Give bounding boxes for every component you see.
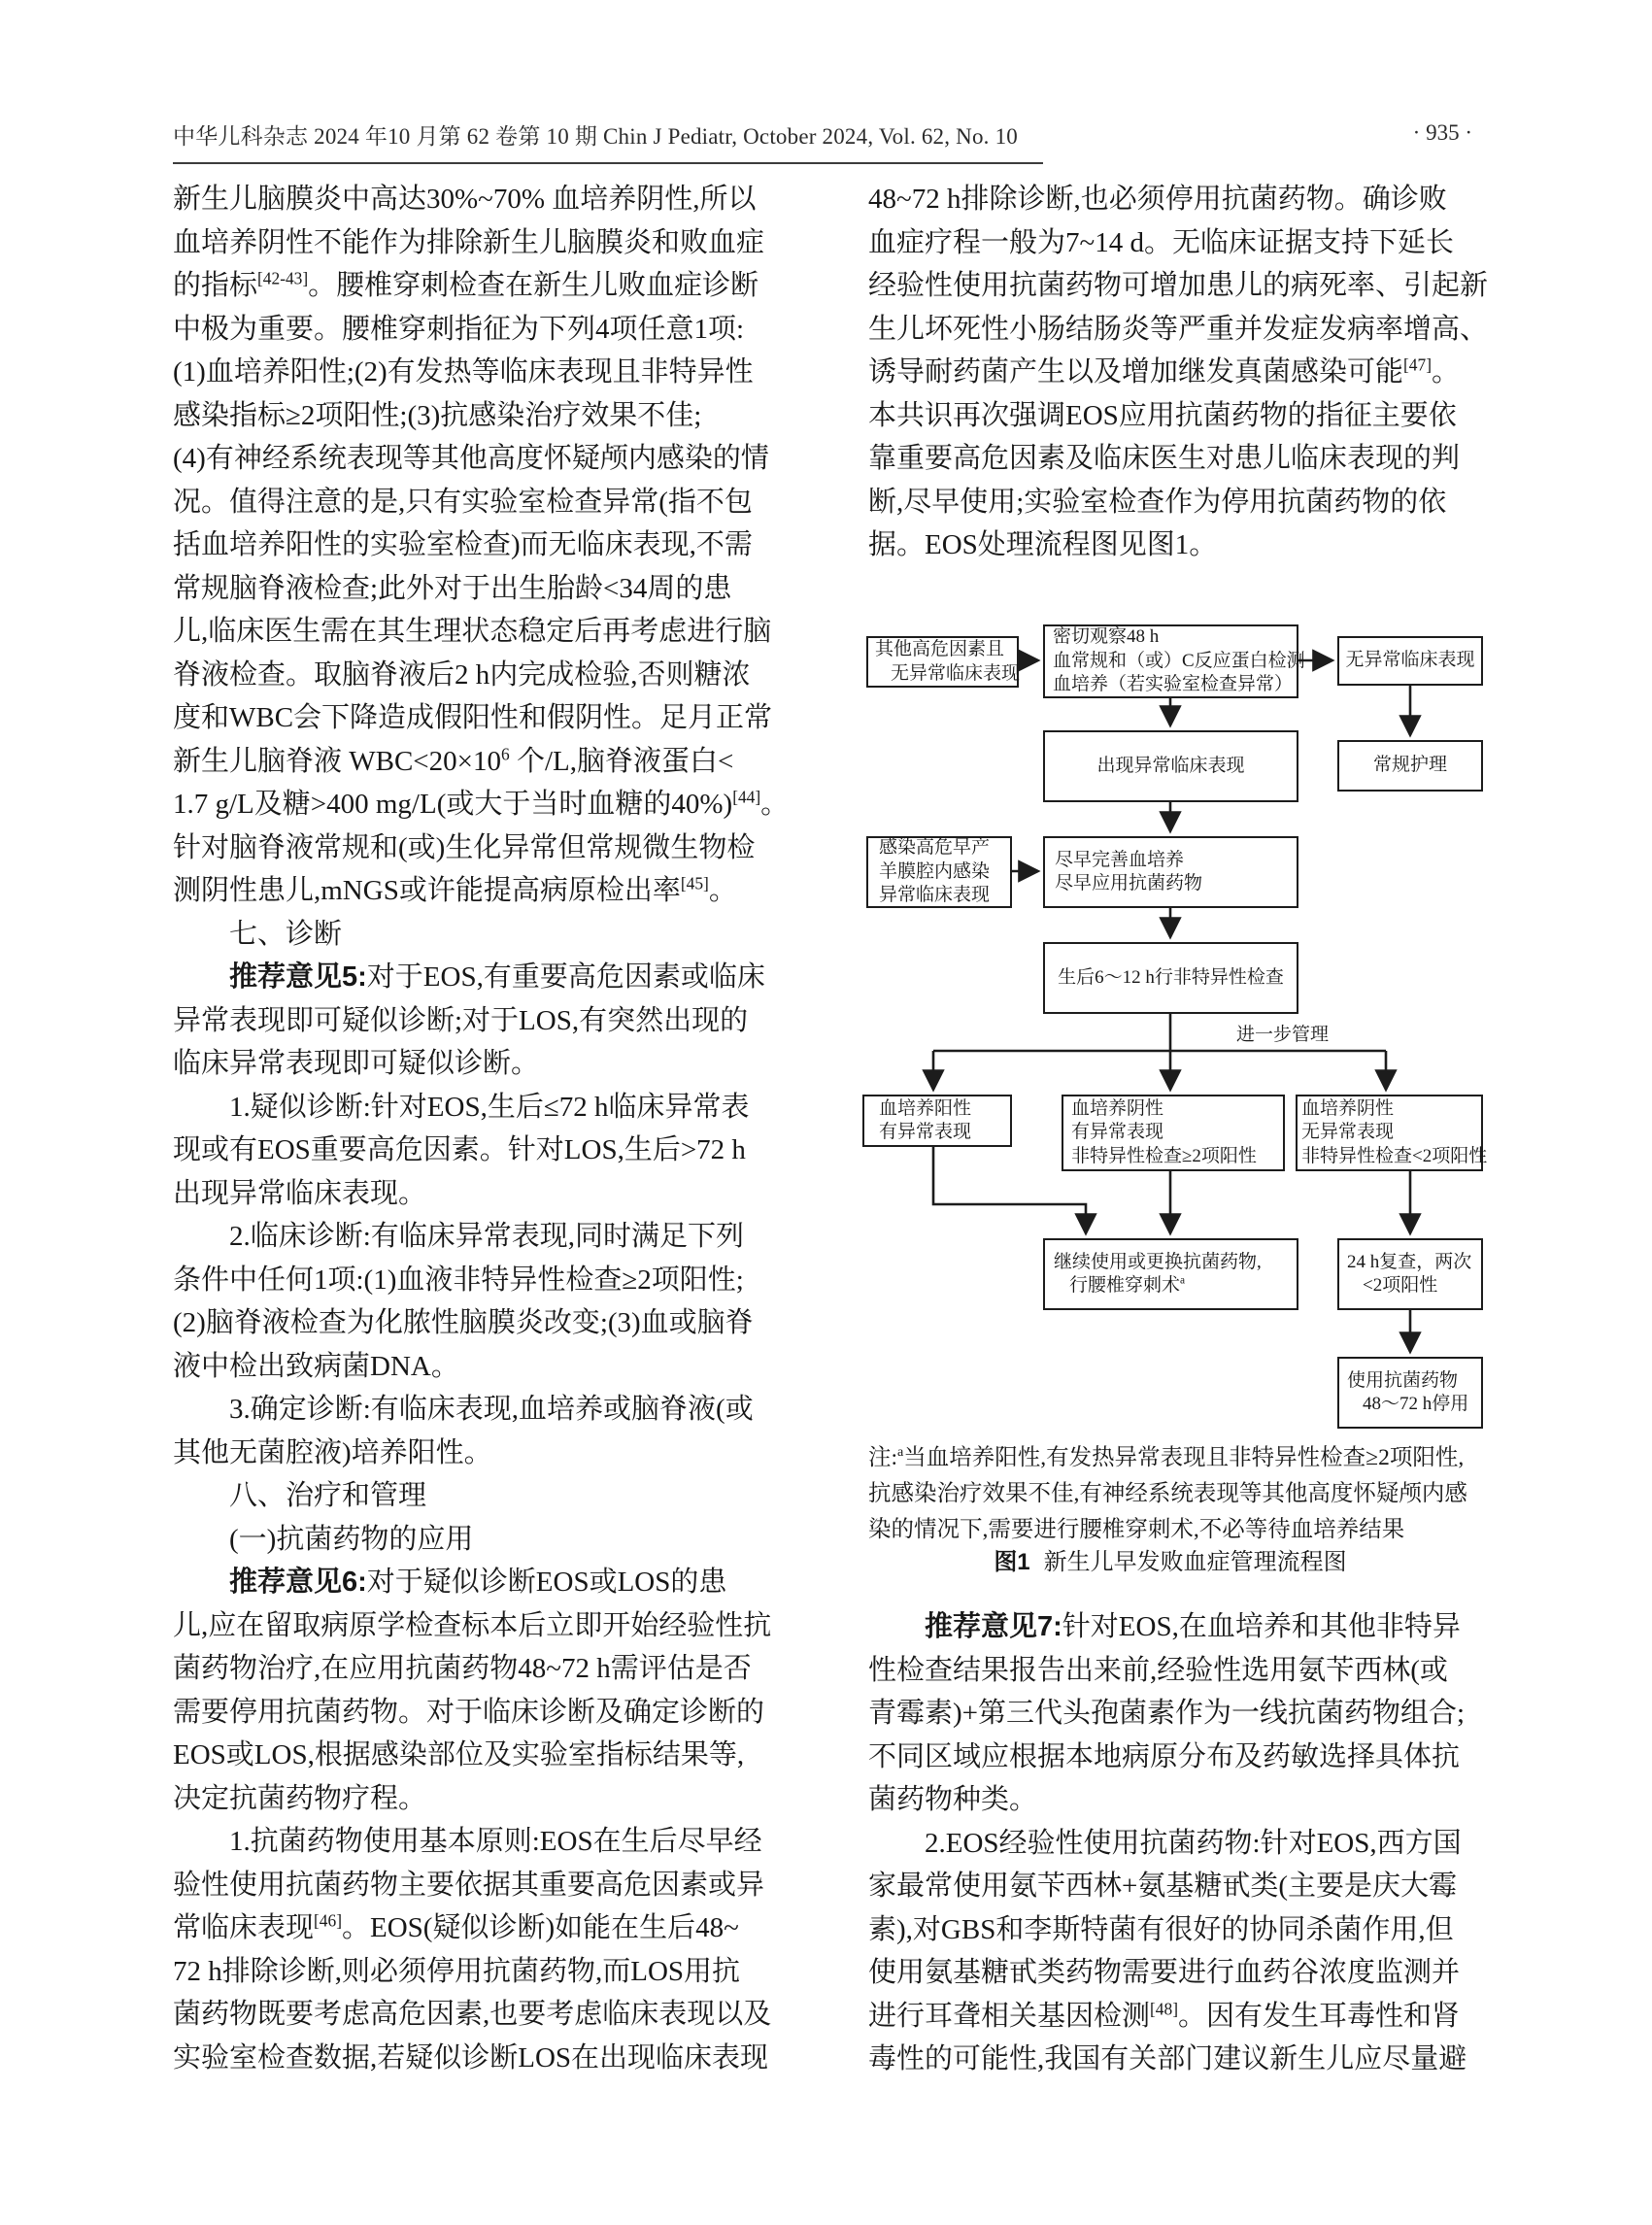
flowchart-label-further-management: 进一步管理 <box>1236 1025 1330 1045</box>
text-line: 新生儿脑膜炎中高达30%~70% 血培养阴性,所以 <box>173 184 757 215</box>
text-line: 2.临床诊断:有临床异常表现,同时满足下列 <box>229 1221 745 1252</box>
text-line: 48~72 h排除诊断,也必须停用抗菌药物。确诊败 <box>868 184 1447 215</box>
text-line: 感染高危早产 <box>879 837 991 859</box>
text-line: 染的情况下,需要进行腰椎穿刺术,不必等待血培养结果 <box>868 1517 1405 1542</box>
text-line: 新生儿脑脊液 $WBC<20\times 10^6$ 个/L,脑脊液蛋白< <box>173 743 734 777</box>
text-line: 常临床表现[46]。EOS(疑似诊断)如能在生后48~ <box>173 1910 739 1943</box>
text-line: 血培养（若实验室检查异常） <box>1053 674 1294 695</box>
text-line: 血培养阴性不能作为排除新生儿脑膜炎和败血症 <box>173 226 765 258</box>
text-line: 度和WBC会下降造成假阳性和假阴性。足月正常 <box>173 702 773 733</box>
text-line: 72 h排除诊断,则必须停用抗菌药物,而LOS用抗 <box>173 1955 741 1987</box>
text-line: 的指标[42-43]。腰椎穿刺检查在新生儿败血症诊断 <box>173 268 759 301</box>
text-line: 推荐意见5:对于EOS,有重要高危因素或临床 <box>229 961 765 993</box>
page-number: · 935 · <box>1412 120 1472 145</box>
text-line: 尽早应用抗菌药物 <box>1055 873 1203 893</box>
text-line: 出现异常临床表现 <box>1096 755 1245 776</box>
text-line: 七、诊断 <box>229 918 343 950</box>
text-line: 生儿坏死性小肠结肠炎等严重并发症发病率增高、 <box>868 313 1489 345</box>
text-line: 青霉素)+第三代头孢菌素作为一线抗菌药物组合; <box>868 1698 1466 1729</box>
text-line: 生后6～12 h行非特异性检查 <box>1058 966 1284 988</box>
text-line: 进行耳聋相关基因检测[48]。因有发生耳毒性和肾 <box>868 1998 1461 2032</box>
flowchart-box-infection-risk <box>866 836 1012 908</box>
text-line: 24 h复查，两次 <box>1347 1251 1472 1272</box>
figure-flowchart <box>858 612 1528 1447</box>
text-line: 现或有EOS重要高危因素。针对LOS,生后>72 h <box>173 1134 746 1165</box>
text-line: 况。值得注意的是,只有实验室检查异常(指不包 <box>173 486 753 518</box>
text-line: (4)有神经系统表现等其他高度怀疑颅内感染的情 <box>173 443 769 474</box>
text-line: 其他高危因素且 <box>875 639 1005 659</box>
flowchart-box-culture-positive <box>862 1095 1012 1147</box>
text-line: (2)脑脊液检查为化脓性脑膜炎改变;(3)血或脑脊 <box>173 1307 754 1338</box>
flowchart-box-culture-negative-normal <box>1296 1095 1488 1171</box>
flowchart-box-routine-care <box>1337 740 1483 792</box>
text-line: 条件中任何1项:(1)血液非特异性检查≥2项阳性; <box>173 1264 744 1296</box>
text-line: 使用抗菌药物 <box>1347 1369 1459 1391</box>
text-line: 非特异性检查<2项阳性 <box>1301 1145 1488 1166</box>
flowchart-box-abnormal-presentation <box>1043 730 1298 802</box>
flowchart-box-other-high-risk <box>866 636 1019 688</box>
flowchart-box-nonspecific-tests <box>1043 942 1298 1014</box>
text-line: 不同区域应根据本地病原分布及药敏选择具体抗 <box>868 1740 1461 1772</box>
flowchart-box-culture-negative-abnormal <box>1062 1095 1285 1171</box>
left-column <box>173 178 794 2079</box>
right-column-bottom-text <box>868 1605 1472 2081</box>
flowchart-box-continue-abx-lumbar <box>1043 1238 1298 1310</box>
text-line: 常规护理 <box>1372 755 1447 776</box>
journal-title: 中华儿科杂志 2024 年10 月第 62 卷第 10 期 Chin J Pediatr, October 2024, Vol. 62, No. 10 <box>173 118 1043 164</box>
text-line: 非特异性检查≥2项阳性 <box>1071 1145 1257 1166</box>
text-line: 血症疗程一般为7~14 d。无临床证据支持下延长 <box>868 226 1454 258</box>
text-line: 无异常临床表现 <box>891 662 1021 684</box>
text-line: 括血培养阳性的实验室检查)而无临床表现,不需 <box>173 529 753 560</box>
text-line: 实验室检查数据,若疑似诊断LOS在出现临床表现 <box>173 2041 769 2073</box>
text-line: 1.抗菌药物使用基本原则:EOS在生后尽早经 <box>229 1826 762 1857</box>
text-line: 素),对GBS和李斯特菌有很好的协同杀菌作用,但 <box>868 1913 1454 1945</box>
flowchart-box-blood-culture-abx <box>1043 836 1298 908</box>
text-line: EOS或LOS,根据感染部位及实验室指标结果等, <box>173 1739 745 1770</box>
text-line: 继续使用或更换抗菌药物, <box>1054 1251 1262 1272</box>
text-line: 血培养阴性 <box>1071 1097 1164 1119</box>
right-column <box>868 178 1489 2074</box>
figure-caption <box>868 1545 1472 1580</box>
text-line: 液中检出致病菌DNA。 <box>173 1350 459 1382</box>
text-line: 临床异常表现即可疑似诊断。 <box>173 1048 540 1079</box>
flowchart-box-observe-48h <box>1043 624 1305 698</box>
text-line: 性检查结果报告出来前,经验性选用氨苄西林(或 <box>868 1654 1448 1686</box>
text-line: 常规脑脊液检查;此外对于出生胎龄<34周的患 <box>173 572 732 604</box>
text-line: 血培养阳性 <box>879 1097 972 1119</box>
text-line: <2项阳性 <box>1363 1275 1438 1296</box>
text-line: 诱导耐药菌产生以及增加继发真菌感染可能[47]。 <box>868 354 1461 388</box>
text-line: 密切观察48 h <box>1053 626 1160 648</box>
text-line: 使用氨基糖甙类药物需要进行血药谷浓度监测并 <box>868 1957 1461 1988</box>
text-line: 经验性使用抗菌药物可增加患儿的病死率、引起新 <box>868 270 1489 301</box>
text-line: 断,尽早使用;实验室检查作为停用抗菌药物的依 <box>868 486 1447 518</box>
text-line: 无异常表现 <box>1301 1122 1395 1143</box>
text-line: 针对脑脊液常规和(或)生化异常但常规微生物检 <box>173 831 756 863</box>
text-line: 尽早完善血培养 <box>1055 849 1185 870</box>
text-line: 羊膜腔内感染 <box>879 860 991 882</box>
text-line: 脊液检查。取脑脊液后2 h内完成检验,否则糖浓 <box>173 658 751 691</box>
text-line: 异常临床表现 <box>879 885 991 906</box>
text-line: 八、治疗和管理 <box>229 1480 427 1511</box>
text-line: 需要停用抗菌药物。对于临床诊断及确定诊断的 <box>173 1696 765 1728</box>
text-line: 48～72 h停用 <box>1363 1394 1469 1414</box>
figure-note <box>868 1440 1490 1548</box>
text-line: 注:$^a$当血培养阳性,有发热异常表现且非特异性检查≥2项阳性, <box>868 1444 1465 1470</box>
text-line: 其他无菌腔液)培养阳性。 <box>173 1436 492 1468</box>
text-line: 行腰椎穿刺术$^a$ <box>1069 1274 1186 1296</box>
text-line: 血培养阴性 <box>1301 1097 1395 1119</box>
right-column-top-text <box>868 178 1489 567</box>
text-line: 有异常表现 <box>879 1122 972 1142</box>
text-line: 儿,临床医生需在其生理状态稳定后再考虑进行脑 <box>173 616 772 647</box>
text-line: 家最常使用氨苄西林+氨基糖甙类(主要是庆大霉 <box>868 1871 1458 1902</box>
text-line: 验性使用抗菌药物主要依据其重要高危因素或异 <box>173 1869 765 1901</box>
text-line: 无异常临床表现 <box>1345 650 1475 671</box>
text-line: 血常规和（或）C反应蛋白检测 <box>1053 650 1305 671</box>
text-line: 有异常表现 <box>1071 1122 1164 1143</box>
text-line: 菌药物治疗,在应用抗菌药物48~72 h需评估是否 <box>173 1653 752 1684</box>
text-line: 出现异常临床表现。 <box>173 1177 427 1209</box>
text-line: 儿,应在留取病原学检查标本后立即开始经验性抗 <box>173 1609 772 1641</box>
text-line: 感染指标≥2项阳性;(3)抗感染治疗效果不佳; <box>173 399 702 431</box>
text-line: (1)血培养阳性;(2)有发热等临床表现且非特异性 <box>173 356 754 388</box>
text-line: 2.EOS经验性使用抗菌药物:针对EOS,西方国 <box>925 1827 1462 1859</box>
text-line: (一)抗菌药物的应用 <box>229 1523 474 1555</box>
text-line: 推荐意见6:对于疑似诊断EOS或LOS的患 <box>229 1567 727 1598</box>
page-header <box>173 118 1472 164</box>
text-line: 推荐意见7:针对EOS,在血培养和其他非特异 <box>925 1611 1461 1642</box>
text-line: 本共识再次强调EOS应用抗菌药物的指征主要依 <box>868 399 1457 431</box>
text-line: 异常表现即可疑似诊断;对于LOS,有突然出现的 <box>173 1004 749 1036</box>
text-line: 1.疑似诊断:针对EOS,生后≤72 h临床异常表 <box>229 1091 750 1123</box>
text-line: 抗感染治疗效果不佳,有神经系统表现等其他高度怀疑颅内感 <box>868 1481 1467 1506</box>
text-line: 测阴性患儿,mNGS或许能提高病原检出率[45]。 <box>173 873 737 906</box>
text-line: 1.7 g/L及糖>400 mg/L(或大于当时血糖的40%)[44]。 <box>173 787 790 820</box>
text-line: 据。EOS处理流程图见图1。 <box>868 529 1218 560</box>
text-line: 中极为重要。腰椎穿刺指征为下列4项任意1项: <box>173 313 745 345</box>
text-line: 3.确定诊断:有临床表现,血培养或脑脊液(或 <box>229 1394 754 1425</box>
flowchart-box-no-abnormal <box>1337 636 1483 686</box>
text-line: 菌药物既要考虑高危因素,也要考虑临床表现以及 <box>173 1999 772 2030</box>
text-line: 毒性的可能性,我国有关部门建议新生儿应尽量避 <box>868 2043 1467 2074</box>
text-line: 图1 新生儿早发败血症管理流程图 <box>994 1549 1347 1575</box>
flowchart-box-use-abx-stop <box>1337 1357 1483 1429</box>
text-line: 靠重要高危因素及临床医生对患儿临床表现的判 <box>868 443 1461 474</box>
flowchart-box-recheck-24h <box>1337 1238 1483 1310</box>
text-line: 菌药物种类。 <box>868 1784 1038 1815</box>
text-line: 决定抗菌药物疗程。 <box>173 1782 427 1814</box>
